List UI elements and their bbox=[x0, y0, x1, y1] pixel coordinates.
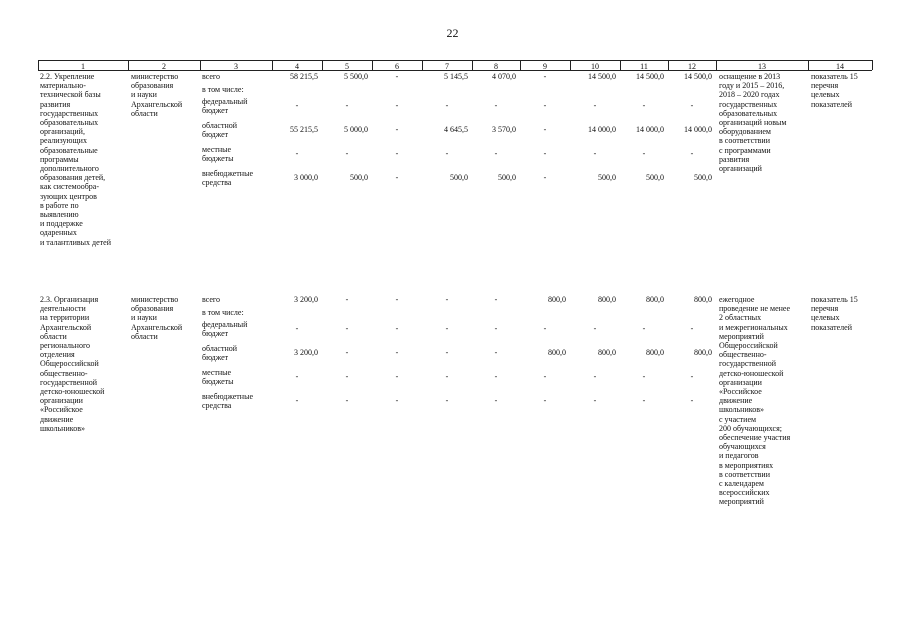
column-number-10: 10 bbox=[591, 62, 599, 71]
column-number-11: 11 bbox=[640, 62, 648, 71]
funding-value: 800,0 bbox=[646, 295, 664, 304]
funding-source-label: всего bbox=[202, 295, 221, 304]
funding-value: 14 500,0 bbox=[636, 72, 664, 81]
funding-value: - bbox=[345, 101, 349, 110]
funding-value: - bbox=[395, 324, 399, 333]
funding-value: 14 000,0 bbox=[636, 125, 664, 134]
page-number: 22 bbox=[446, 26, 459, 40]
activity-cell: 2.2. Укрепление материально- технической базы развития государственных образовательных организаций, реализующих образовательные программы дополнительного образования детей, как системообра- зующих центров в работе по выявлению и поддержке одаренных и талантливых детей bbox=[40, 72, 111, 247]
funding-value: 800,0 bbox=[548, 348, 566, 357]
funding-value: - bbox=[395, 173, 399, 182]
funding-value: - bbox=[593, 324, 597, 333]
funding-value: - bbox=[395, 396, 399, 405]
column-number-1: 1 bbox=[81, 62, 85, 71]
funding-value: - bbox=[295, 324, 299, 333]
column-number-5: 5 bbox=[345, 62, 349, 71]
funding-value: - bbox=[395, 101, 399, 110]
executor-cell: министерство образования и науки Архангельской области bbox=[131, 295, 183, 341]
column-number-6: 6 bbox=[395, 62, 399, 71]
funding-value: - bbox=[690, 149, 694, 158]
funding-value: 4 645,5 bbox=[444, 125, 468, 134]
funding-value: 500,0 bbox=[694, 173, 712, 182]
funding-source-label: в том числе: bbox=[202, 85, 244, 94]
funding-value: 800,0 bbox=[694, 295, 712, 304]
funding-source-label: в том числе: bbox=[202, 308, 244, 317]
funding-value: - bbox=[543, 324, 547, 333]
funding-value: 800,0 bbox=[694, 348, 712, 357]
funding-value: - bbox=[543, 173, 547, 182]
funding-value: - bbox=[395, 125, 399, 134]
funding-value: 3 200,0 bbox=[294, 348, 318, 357]
funding-value: - bbox=[690, 101, 694, 110]
funding-value: - bbox=[543, 72, 547, 81]
funding-value: - bbox=[690, 324, 694, 333]
funding-value: - bbox=[395, 149, 399, 158]
funding-value: - bbox=[295, 396, 299, 405]
funding-value: 58 215,5 bbox=[290, 72, 318, 81]
funding-value: - bbox=[642, 101, 646, 110]
funding-value: - bbox=[593, 101, 597, 110]
indicator-cell: показатель 15 перечня целевых показателей bbox=[811, 72, 858, 109]
funding-source-label: областной бюджет bbox=[202, 344, 238, 363]
funding-value: - bbox=[395, 72, 399, 81]
funding-value: - bbox=[494, 396, 498, 405]
funding-source-label: федеральный бюджет bbox=[202, 320, 248, 339]
funding-value: - bbox=[642, 372, 646, 381]
funding-value: - bbox=[642, 324, 646, 333]
funding-value: - bbox=[543, 101, 547, 110]
funding-value: - bbox=[494, 324, 498, 333]
funding-value: 800,0 bbox=[646, 348, 664, 357]
funding-value: - bbox=[593, 372, 597, 381]
funding-value: - bbox=[295, 149, 299, 158]
funding-value: - bbox=[690, 372, 694, 381]
funding-value: - bbox=[494, 101, 498, 110]
funding-value: 800,0 bbox=[598, 295, 616, 304]
column-number-4: 4 bbox=[295, 62, 299, 71]
funding-value: - bbox=[445, 396, 449, 405]
funding-value: - bbox=[295, 101, 299, 110]
funding-value: - bbox=[642, 149, 646, 158]
funding-value: - bbox=[345, 295, 349, 304]
funding-value: 800,0 bbox=[598, 348, 616, 357]
funding-value: 500,0 bbox=[598, 173, 616, 182]
funding-value: - bbox=[445, 295, 449, 304]
funding-value: 500,0 bbox=[646, 173, 664, 182]
funding-value: 3 000,0 bbox=[294, 173, 318, 182]
funding-value: - bbox=[543, 372, 547, 381]
funding-value: 55 215,5 bbox=[290, 125, 318, 134]
funding-value: - bbox=[345, 372, 349, 381]
funding-value: 4 070,0 bbox=[492, 72, 516, 81]
funding-value: - bbox=[494, 295, 498, 304]
indicator-cell: показатель 15 перечня целевых показателей bbox=[811, 295, 858, 332]
table-top-border bbox=[38, 60, 872, 61]
column-number-12: 12 bbox=[688, 62, 696, 71]
column-number-13: 13 bbox=[758, 62, 766, 71]
funding-source-label: местные бюджеты bbox=[202, 145, 234, 164]
funding-value: - bbox=[395, 295, 399, 304]
funding-value: - bbox=[395, 348, 399, 357]
funding-value: 14 000,0 bbox=[684, 125, 712, 134]
funding-value: - bbox=[494, 149, 498, 158]
funding-value: - bbox=[445, 101, 449, 110]
funding-value: - bbox=[395, 372, 399, 381]
executor-cell: министерство образования и науки Архангельской области bbox=[131, 72, 183, 118]
funding-value: 14 500,0 bbox=[588, 72, 616, 81]
funding-value: - bbox=[593, 396, 597, 405]
funding-source-label: федеральный бюджет bbox=[202, 97, 248, 116]
funding-value: 3 200,0 bbox=[294, 295, 318, 304]
column-number-7: 7 bbox=[445, 62, 449, 71]
result-cell: оснащение в 2013 году и 2015 – 2016, 2018 – 2020 годах государственных образовательных организаций новым оборудованием в соответствии с программами развития организаций bbox=[719, 72, 787, 174]
funding-value: - bbox=[445, 348, 449, 357]
funding-value: 5 500,0 bbox=[344, 72, 368, 81]
funding-value: 500,0 bbox=[350, 173, 368, 182]
column-number-14: 14 bbox=[836, 62, 844, 71]
funding-value: 3 570,0 bbox=[492, 125, 516, 134]
funding-value: 500,0 bbox=[450, 173, 468, 182]
funding-source-label: областной бюджет bbox=[202, 121, 238, 140]
funding-value: - bbox=[445, 149, 449, 158]
funding-value: - bbox=[295, 372, 299, 381]
column-number-3: 3 bbox=[234, 62, 238, 71]
funding-value: - bbox=[445, 372, 449, 381]
column-number-9: 9 bbox=[543, 62, 547, 71]
funding-value: - bbox=[593, 149, 597, 158]
funding-value: 14 500,0 bbox=[684, 72, 712, 81]
funding-source-label: местные бюджеты bbox=[202, 368, 234, 387]
funding-value: - bbox=[543, 396, 547, 405]
funding-value: - bbox=[690, 396, 694, 405]
funding-value: - bbox=[345, 149, 349, 158]
result-cell: ежегодное проведение не менее 2 областных и межрегиональных мероприятий Общероссийской общественно- государственной детско-юношеской организации «Российское движение школьников» с участием 200 обучающихся; обеспечение участия обучающихся и педагогов в мероприятиях в соответствии с календарем всероссийских мероприятий bbox=[719, 295, 791, 507]
column-separator bbox=[872, 60, 873, 70]
funding-source-label: внебюджетные средства bbox=[202, 169, 253, 188]
column-number-2: 2 bbox=[162, 62, 166, 71]
activity-cell: 2.3. Организация деятельности на территории Архангельской области регионального отделения Общероссийской общественно- государственной детско-юношеской организации «Российское движение школьников» bbox=[40, 295, 105, 433]
funding-value: - bbox=[345, 348, 349, 357]
funding-value: - bbox=[543, 149, 547, 158]
funding-source-label: всего bbox=[202, 72, 221, 81]
funding-value: 14 000,0 bbox=[588, 125, 616, 134]
funding-value: - bbox=[543, 125, 547, 134]
funding-value: - bbox=[494, 348, 498, 357]
funding-value: - bbox=[345, 396, 349, 405]
column-number-8: 8 bbox=[494, 62, 498, 71]
funding-value: 800,0 bbox=[548, 295, 566, 304]
funding-source-label: внебюджетные средства bbox=[202, 392, 253, 411]
funding-value: - bbox=[345, 324, 349, 333]
funding-value: - bbox=[642, 396, 646, 405]
funding-value: 5 145,5 bbox=[444, 72, 468, 81]
funding-value: 5 000,0 bbox=[344, 125, 368, 134]
funding-value: - bbox=[445, 324, 449, 333]
funding-value: - bbox=[494, 372, 498, 381]
funding-value: 500,0 bbox=[498, 173, 516, 182]
